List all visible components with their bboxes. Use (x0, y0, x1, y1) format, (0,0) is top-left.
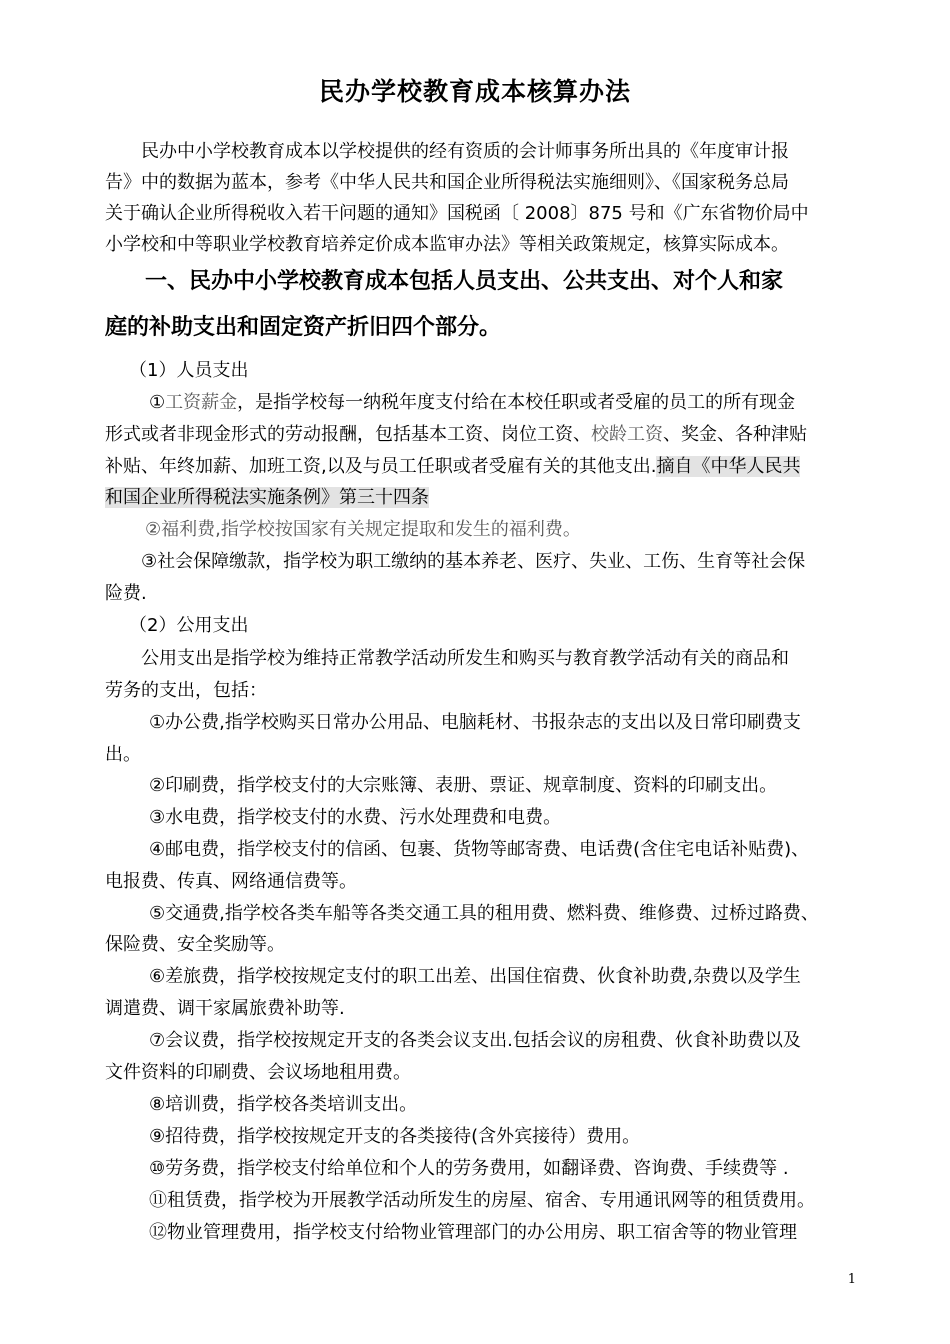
list-item: 电报费、传真、网络通信费等。 (105, 871, 357, 892)
list-item: ⑩劳务费，指学校支付给单位和个人的劳务费用，如翻译费、咨询费、手续费等 . (149, 1158, 789, 1179)
item-welfare: ②福利费,指学校按国家有关规定提取和发生的福利费。 (145, 519, 581, 540)
intro-line: 民办中小学校教育成本以学校提供的经有资质的会计师事务所出具的《年度审计报 (141, 141, 789, 162)
document-title: 民办学校教育成本核算办法 (318, 77, 631, 106)
list-item: 出。 (105, 744, 141, 765)
subsection-intro: 劳务的支出，包括： (105, 680, 267, 701)
list-item: 文件资料的印刷费、会议场地租用费。 (105, 1062, 411, 1083)
list-item: 保险费、安全奖励等。 (105, 934, 285, 955)
subsection-heading: （2）公用支出 (129, 615, 249, 636)
item-text: 形式或者非现金形式的劳动报酬，包括基本工资、岗位工资、 (105, 424, 591, 445)
item-social-security: 险费. (105, 583, 147, 604)
page-number: 1 (847, 1272, 856, 1287)
list-item: 调遣费、调干家属旅费补助等. (105, 998, 345, 1019)
list-item: ⑨招待费，指学校按规定开支的各类接待(含外宾接待）费用。 (149, 1126, 641, 1147)
list-item: ④邮电费，指学校支付的信函、包裹、货物等邮寄费、电话费(含住宅电话补贴费)、 (149, 839, 810, 860)
item-salary-line (105, 483, 845, 513)
list-item: ③水电费，指学校支付的水费、污水处理费和电费。 (149, 807, 562, 828)
list-item: ②印刷费，指学校支付的大宗账簿、表册、票证、规章制度、资料的印刷支出。 (149, 775, 778, 796)
subsection-intro: 公用支出是指学校为维持正常教学活动所发生和购买与教育教学活动有关的商品和 (141, 648, 789, 669)
section-heading: 一、民办中小学校教育成本包括人员支出、公共支出、对个人和家 (145, 269, 784, 294)
item-salary-line (105, 452, 845, 482)
list-item: ①办公费,指学校购买日常办公用品、电脑耗材、书报杂志的支出以及日常印刷费支 (149, 712, 801, 733)
item-social-security: ③社会保障缴款，指学校为职工缴纳的基本养老、医疗、失业、工伤、生育等社会保 (141, 551, 806, 572)
term-seniority-pay: 校龄工资 (591, 424, 663, 445)
list-item: ⑦会议费，指学校按规定开支的各类会议支出.包括会议的房租费、伙食补助费以及 (149, 1030, 801, 1051)
subsection-heading: （1）人员支出 (129, 360, 249, 381)
list-item: ⑥差旅费，指学校按规定支付的职工出差、出国住宿费、伙食补助费,杂费以及学生 (149, 966, 801, 987)
term-salary: 工资薪金 (165, 392, 238, 413)
list-item: ⑤交通费,指学校各类车船等各类交通工具的租用费、燃料费、维修费、过桥过路费、 (149, 903, 819, 924)
item-number: ① (149, 392, 166, 413)
section-heading: 庭的补助支出和固定资产折旧四个部分。 (105, 315, 502, 340)
list-item: ⑪租赁费，指学校为开展教学活动所发生的房屋、宿舍、专用通讯网等的租赁费用。 (149, 1190, 815, 1211)
item-text: 、奖金、各种津贴 (663, 424, 807, 445)
intro-line: 关于确认企业所得税收入若干问题的通知》国税函〔 2008〕875 号和《广东省物价局中 (105, 203, 809, 224)
intro-line: 告》中的数据为蓝本，参考《中华人民共和国企业所得税法实施细则》、《国家税务总局 (105, 172, 789, 193)
citation-highlight: 摘自《中华人民共 (656, 456, 801, 477)
item-salary-line (105, 388, 845, 418)
list-item: ⑧培训费，指学校各类培训支出。 (149, 1094, 418, 1115)
item-text: ，是指学校每一纳税年度支付给在本校任职或者受雇的员工的所有现金 (237, 392, 796, 413)
intro-line: 小学校和中等职业学校教育培养定价成本监审办法》等相关政策规定，核算实际成本。 (105, 234, 789, 255)
item-text: 补贴、年终加薪、加班工资,以及与员工任职或者受雇有关的其他支出. (105, 456, 657, 477)
item-salary-line (105, 420, 845, 450)
list-item: ⑫物业管理费用，指学校支付给物业管理部门的办公用房、职工宿舍等的物业管理 (149, 1222, 797, 1243)
citation-highlight: 和国企业所得税法实施条例》第三十四条 (105, 487, 429, 508)
